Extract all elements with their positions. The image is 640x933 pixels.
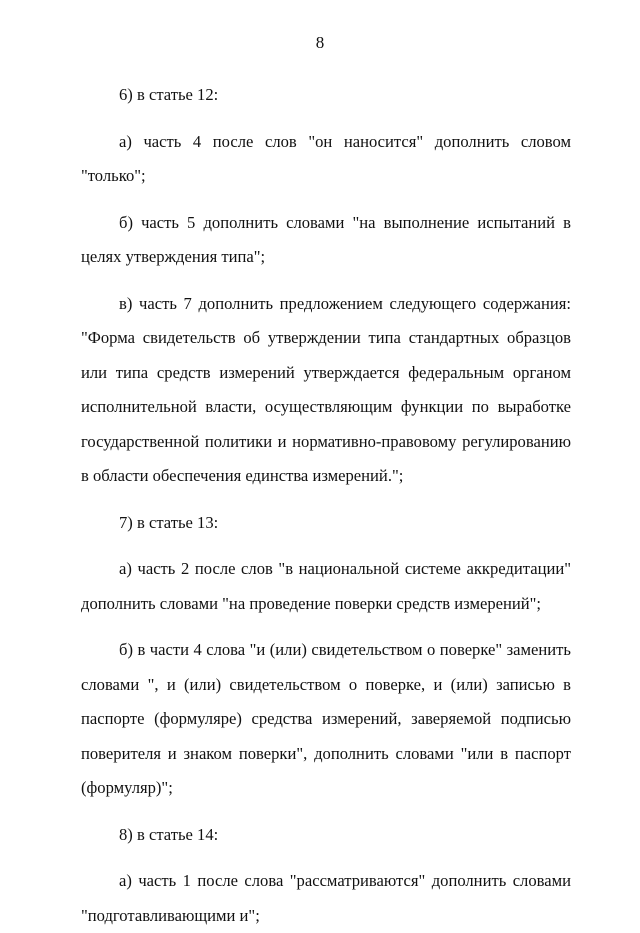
paragraph-article-12-heading: 6) в статье 12: (119, 85, 219, 104)
paragraph-article-14-heading: 8) в статье 14: (119, 824, 219, 844)
page-number: 8 (315, 33, 325, 52)
paragraph-article-14-a: а) часть 1 после слова "рассматриваются" дополнить словами "подготавливающими и"; (81, 871, 571, 925)
paragraph-article-12-v: в) часть 7 дополнить предложением следующего содержания: "Форма свидетельств об утверждении типа стандартных образцов или типа средств измерений утверждается федеральным органом исполнительной власти, осуществляющим функции по выработке государственной политики и нормативно-правовому регулированию в области обеспечения единства измерений."; (81, 293, 571, 485)
paragraph-article-13-heading: 7) в статье 13: (119, 512, 219, 532)
paragraph-article-12-a: а) часть 4 после слов "он наносится" дополнить словом "только"; (81, 131, 571, 185)
paragraph-article-13-a: а) часть 2 после слов "в национальной системе аккредитации" дополнить словами "на проведение поверки средств измерений"; (81, 559, 571, 613)
paragraph-article-12-b: б) часть 5 дополнить словами "на выполнение испытаний в целях утверждения типа"; (81, 212, 571, 266)
paragraph-article-13-b: б) в части 4 слова "и (или) свидетельством о поверке" заменить словами ", и (или) свидетельством о поверке, и (или) записью в паспорте (формуляре) средства измерений, заверяемой подписью поверителя и знаком поверки", дополнить словами "или в паспорт (формуляр)"; (81, 640, 571, 797)
document-body (81, 78, 571, 933)
